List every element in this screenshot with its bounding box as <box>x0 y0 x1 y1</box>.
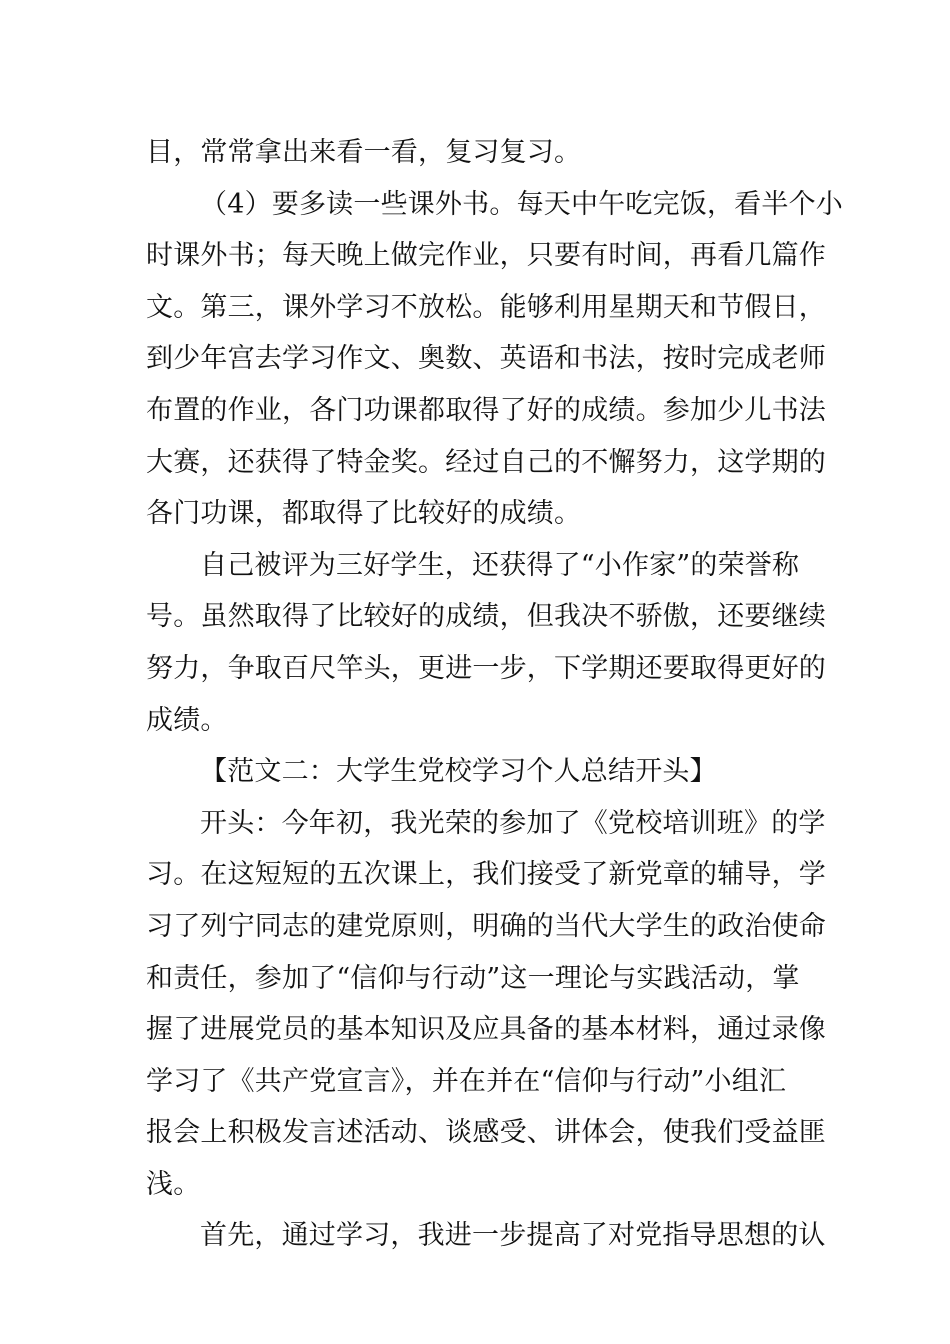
text-line: 成绩。 <box>146 704 228 736</box>
text-line: 习了列宁同志的建党原则，明确的当代大学生的政治使命 <box>146 910 826 942</box>
text-line: 握了进展党员的基本知识及应具备的基本材料，通过录像 <box>146 1014 826 1046</box>
text-line: 习。在这短短的五次课上，我们接受了新党章的辅导，学 <box>146 859 826 891</box>
text-line: 文。第三，课外学习不放松。能够利用星期天和节假日， <box>146 291 826 323</box>
text-line: 报会上积极发言述活动、谈感受、讲体会，使我们受益匪 <box>146 1117 826 1149</box>
text-line: 号。虽然取得了比较好的成绩，但我决不骄傲，还要继续 <box>146 601 826 633</box>
section-heading: 【范文二：大学生党校学习个人总结开头】 <box>200 756 717 788</box>
text-line: 布置的作业，各门功课都取得了好的成绩。参加少儿书法 <box>146 394 826 426</box>
text-line: 时课外书；每天晚上做完作业，只要有时间，再看几篇作 <box>146 240 826 272</box>
text-line: 浅。 <box>146 1168 201 1200</box>
text-line: 和责任，参加了“信仰与行动”这一理论与实践活动，掌 <box>146 962 800 994</box>
text-line: 到少年宫去学习作文、奥数、英语和书法，按时完成老师 <box>146 343 826 375</box>
text-line: 目，常常拿出来看一看，复习复习。 <box>146 137 582 168</box>
text-line: 学习了《共产党宣言》，并在并在“信仰与行动”小组汇 <box>146 1065 787 1097</box>
document-body <box>146 127 843 1262</box>
text-line: 开头：今年初，我光荣的参加了《党校培训班》的学 <box>200 807 826 839</box>
text-line: 各门功课，都取得了比较好的成绩。 <box>146 498 582 530</box>
text-line: 大赛，还获得了特金奖。经过自己的不懈努力，这学期的 <box>146 446 826 478</box>
text-line: （4）要多读一些课外书。每天中午吃完饭，看半个小 <box>200 188 843 220</box>
text-line: 自己被评为三好学生，还获得了“小作家”的荣誉称 <box>200 549 800 581</box>
text-line: 首先，通过学习，我进一步提高了对党指导思想的认 <box>200 1220 826 1252</box>
text-line: 努力，争取百尺竿头，更进一步，下学期还要取得更好的 <box>146 652 826 684</box>
